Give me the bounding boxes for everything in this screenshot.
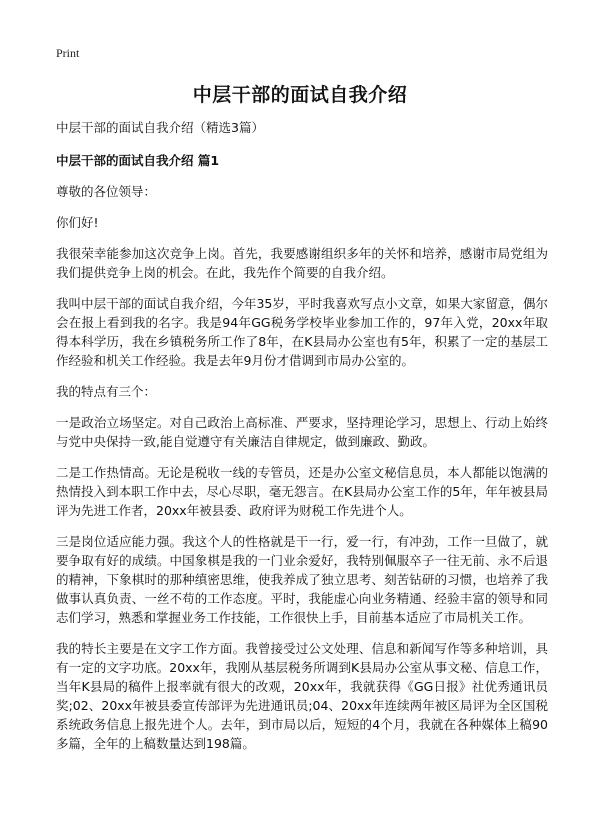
paragraph-trait-1: 一是政治立场坚定。对自己政治上高标准、严要求，坚持理论学习，思想上、行动上始终与党中央保持一致,能自觉遵守有关廉洁自律规定，做到廉政、勤政。 — [56, 415, 548, 449]
paragraph-salutation: 尊敬的各位领导： — [56, 184, 157, 199]
paragraph-traits-lead: 我的特点有三个： — [56, 384, 157, 399]
paragraph-trait-3: 三是岗位适应能力强。我这个人的性格就是干一行，爱一行，有冲劲，工作一旦做了，就要争取有好的成绩。中国象棋是我的一门业余爱好，我特别佩服卒子一往无前、永不后退的精神，下象棋时的那种缜密思维，使我养成了独立思考、刻苦钻研的习惯，也培养了我做事认真负责、一丝不苟的工作态度。平时，我能虚心向业务精通、经验丰富的领导和同志们学习，熟悉和掌握业务工作技能，工作很快上手，目前基本适应了市局机关工作。 — [56, 534, 548, 625]
document-body — [56, 118, 548, 765]
paragraph-greeting: 你们好! — [56, 215, 99, 230]
document-subtitle: 中层干部的面试自我介绍（精选3篇） — [56, 120, 264, 135]
print-label[interactable]: Print — [56, 46, 80, 60]
document-title: 中层干部的面试自我介绍 — [192, 84, 408, 106]
paragraph-trait-2: 二是工作热情高。无论是税收一线的专管员，还是办公室文秘信息员，本人都能以饱满的热情投入到本职工作中去，尽心尽职，毫无怨言。在K县局办公室工作的5年，年年被县局评为先进工作者，20xx年被县委、政府评为财税工作先进个人。 — [56, 465, 548, 518]
paragraph-strengths: 我的特长主要是在文字工作方面。我曾接受过公文处理、信息和新闻写作等多种培训，具有一定的文字功底。20xx年，我刚从基层税务所调到K县局办公室从事文秘、信息工作，当年K县局的稿件上报率就有很大的改观，20xx年，我就获得《GG日报》社优秀通讯员奖;02、20xx年被县委宣传部评为先进通讯员;04、20xx年连续两年被区局评为全区国税系统政务信息上报先进个人。去年，到市局以后，短短的4个月，我就在各种媒体上稿90多篇，全年的上稿数量达到198篇。 — [56, 641, 548, 751]
paragraph-intro: 我很荣幸能参加这次竞争上岗。首先，我要感谢组织多年的关怀和培养，感谢市局党组为我们提供竞争上岗的机会。在此，我先作个简要的自我介绍。 — [56, 246, 548, 280]
section-heading: 中层干部的面试自我介绍 篇1 — [56, 153, 220, 168]
paragraph-self-intro: 我叫中层干部的面试自我介绍，今年35岁，平时我喜欢写点小文章，如果大家留意，偶尔会在报上看到我的名字。我是94年GG税务学校毕业参加工作的，97年入党，20xx年取得本科学历，我在乡镇税务所工作了8年，在K县局办公室也有5年，积累了一定的基层工作经验和机关工作经验。我是去年9月份才借调到市局办公室的。 — [56, 296, 548, 368]
